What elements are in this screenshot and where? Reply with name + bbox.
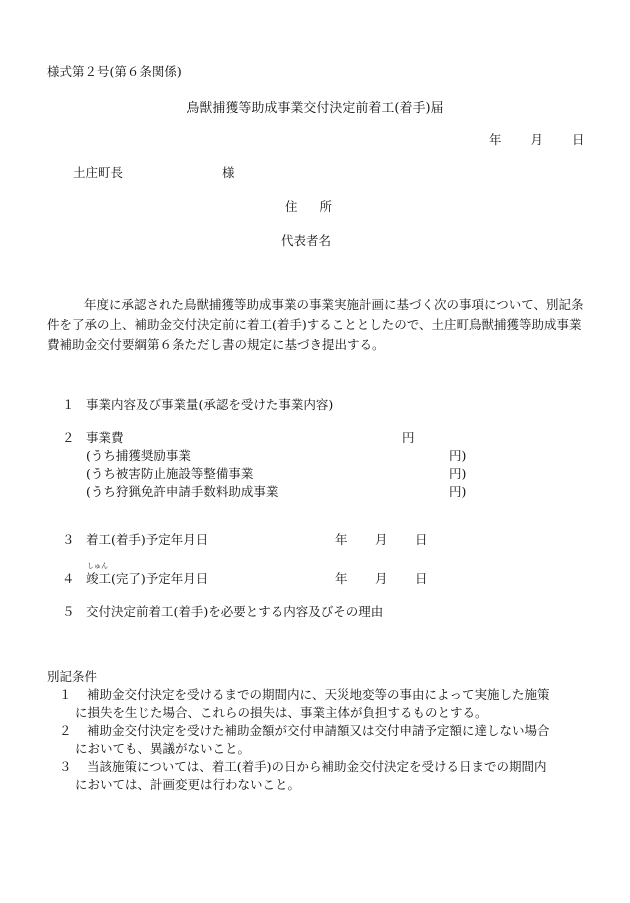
item-4-day: 日 [415,571,428,586]
date-month: 月 [530,132,544,147]
addressee [73,164,235,182]
item-2-sub-facility-yen: 円) [449,466,467,481]
condition-1: １ 補助金交付決定を受けるまでの期間内に、天災地変等の事由によって実施した施策 に損失を生じた場合、これらの損失は、事業主体が負担するものとする。 [59,687,550,720]
applicant-representative-label: 代表者名 [281,233,332,248]
item-1: １ 事業内容及び事業量(承認を受けた事業内容) [62,397,334,412]
conditions-title: 別記条件 [47,669,98,684]
item-2-yen: 円 [402,430,415,445]
item-2-sub-license: (うち狩猟免許申請手数料助成事業 [86,484,279,499]
addressee-name: 土庄町長 [73,165,124,180]
item-5: ５ 交付決定前着工(着手)を必要とする内容及びその理由 [62,604,384,619]
item-3-year: 年 [335,532,348,547]
item-3-month: 月 [375,532,388,547]
item-2-sub-capture-yen: 円) [449,448,467,463]
addressee-honorific: 様 [222,165,235,180]
item-4: ４ しゅん 竣工(完了)予定年月日 [62,562,209,586]
item-4-month: 月 [375,571,388,586]
ruby-reading: しゅん [87,562,108,570]
form-number: 様式第２号(第６条関係) [47,64,182,79]
ruby-kanji: しゅん 竣 [86,562,108,586]
item-2-sub-license-yen: 円) [449,484,467,499]
submission-date [489,131,585,149]
applicant-address-label: 住 所 [285,199,333,214]
item-2: ２ 事業費 [62,430,124,445]
item-3: ３ 着工(着手)予定年月日 [62,532,209,547]
document-title: 鳥獣捕獲等助成事業交付決定前着工(着手)届 [186,101,444,116]
date-year: 年 [489,132,502,147]
date-day: 日 [572,132,585,147]
item-2-sub-capture: (うち捕獲奨励事業 [86,448,191,463]
item-2-sub-facility: (うち被害防止施設等整備事業 [86,466,254,481]
item-4-year: 年 [335,571,348,586]
condition-2: ２ 補助金交付決定を受けた補助金額が交付申請額又は交付申請予定額に達しない場合 においても、異議がないこと。 [59,723,550,756]
body-paragraph: 年度に承認された鳥獣捕獲等助成事業の事業実施計画に基づく次の事項について、別記条件を了承の上、補助金交付決定前に着工(着手)することとしたので、土庄町鳥獣捕獲等助成事業費補助金交付要綱第６条ただし書の規定に基づき提出する。 [47,297,584,352]
item-3-day: 日 [415,532,428,547]
condition-3: ３ 当該施策については、着工(着手)の日から補助金交付決定を受ける日までの期間内 においては、計画変更は行わないこと。 [59,759,547,792]
